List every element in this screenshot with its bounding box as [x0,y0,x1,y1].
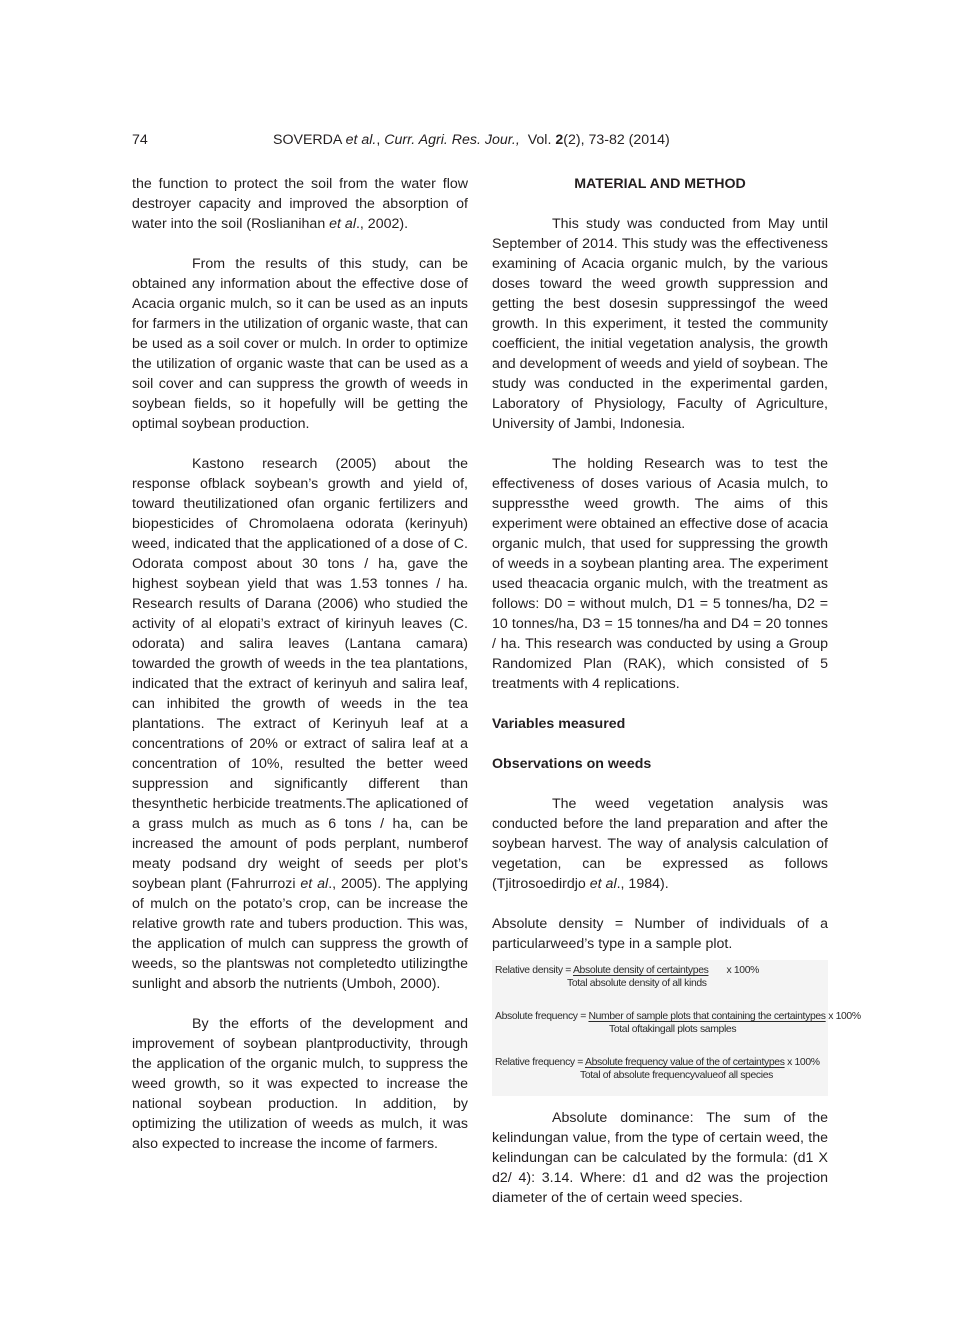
formula-numerator: Absolute density of certaintypes [572,965,709,976]
subheading-variables-measured: Variables measured [492,716,626,732]
page-number: 74 [132,132,148,148]
running-head [132,130,832,150]
paragraph-vegetation-analysis: The weed vegetation analysis was conducted before the land preparation and after the soybean harvest. The way of analysis calculation of vegetation, can be expressed as follows (Tjitrosoedirdjo et al., 1984). [492,796,828,892]
section-title-material-method: MATERIAL AND METHOD [574,176,746,192]
formula-factor: x 100% [825,1011,861,1022]
journal-name: Curr. Agri. Res. Jour., [384,132,520,148]
et-al: et al. [345,132,377,148]
paragraph-kastono-research: Kastono research (2005) about the response ofblack soybean’s growth and yield of, toward theutilizationed ofan organic fertilizers and biopesticides of Chromolaena odorata (kerinyuh) weed, indicated that the applicationed of a dose of C. Odorata compost about 30 tons / ha, gave the highest soybean yield that was 1.53 tonnes / ha. Research results of Darana (2006) who studied the activity of al elopati’s extract of kirinyuh leaves (C. odorata) and salira leaves (Lantana camara) towarded the growth of weeds in the tea plantations, indicated that the extract of kerinyuh and salira leaf, can inhibited the growth of weeds in the tea plantations. The extract of Kerinyuh leaf at a concentrations of 20% or extract of salira leaf at a concentration of 10%, resulted the better weed suppression and significantly different than thesynthetic herbicide treatments.The aplicationed of a grass mulch as much as 6 tons / ha, can be increased the amount of pods perplant, numberof meaty podsand dry weight of seeds per plot’s soybean plant (Fahrurrozi et al., 2005). The applying of mulch on the potato’s crop, can be increase the relative growth rate and tubers production. This was, the application of mulch can suppress the growth of weeds, so the plantswas not completedto utilizingthe sunlight and absorb the nutrients (Umboh, 2000). [132,456,468,992]
paragraph-continuation: the function to protect the soil from the water flow destroyer capacity and improved the absorption of water into the soil (Roslianihan et al., 2002). [132,176,468,232]
subheading-observations-on-weeds: Observations on weeds [492,756,652,772]
paragraph-research-aims: The holding Research was to test the effectiveness of doses various of Acasia mulch, to suppressthe weed growth. The aims of this experiment were obtained an effective dose of acacia organic mulch, that used for suppressing the growth of weeds in a soybean planting area. The experiment used theacacia organic mulch, with the treatment as follows: D0 = without mulch, D1 = 5 tonnes/ha, D2 = 10 tonnes/ha, D3 = 15 tonnes/ha and D4 = 20 tonnes / ha. This research was conducted by using a Group Randomized Plan (RAK), which consisted of 5 treatments with 4 replications. [492,456,828,692]
paragraph-study-period: This study was conducted from May until September of 2014. This study was the effectiveness examining of Acacia organic mulch, by the various doses toward the weed growth suppression and getting the best dosesin suppressingof the weed growth. In this experiment, it tested the community coefficient, the initial vegetation analysis, the growth and development of weeds and yield of soybean. The study was conducted in the experimental garden, Laboratory of Physiology, Faculty of Agriculture, University of Jambi, Indonesia. [492,216,828,432]
formula-numerator: Number of sample plots that containing the certaintypes [588,1011,826,1022]
paragraph-study-results: From the results of this study, can be obtained any information about the effective dose of Acacia organic mulch, so it can be used as an inputs for farmers in the utilization of organic waste, that can be used as a soil cover or mulch. In order to optimize the utilization of organic waste that can be used as a soil cover and can suppress the growth of weeds in soybean fields, so it hopefully will be getting the optimal soybean production. [132,256,468,432]
formula-factor: x 100% [784,1057,820,1068]
formula-denominator: Total absolute density of all kinds [567,978,707,989]
issue-pages-year: (2), 73-82 (2014) [563,132,670,148]
formula-absolute-frequency: Absolute frequency = Number of sample plots that containing the certaintypes x 100% Total oftakingall plots samples [495,1011,861,1035]
right-column [492,174,861,1208]
paragraph-absolute-dominance: Absolute dominance: The sum of the kelindungan value, from the type of certain weed, the kelindungan can be calculated by the formula: (d1 X d2/ 4): 3.14. Where: d1 and d2 was the projection diameter of the of certain weed species. [492,1110,828,1206]
volume-label: Vol. [527,132,552,148]
formula-relative-frequency: Relative frequency = Absolute frequency value of the of certaintypes x 100% Total of absolute frequencyvalueof all species [495,1057,820,1081]
authors: SOVERDA [273,132,342,148]
formula-numerator: Absolute frequency value of the of certaintypes [584,1057,785,1068]
formula-relative-density: Relative density = Absolute density of certaintypes x 100% Total absolute density of all kinds [495,965,760,989]
journal-citation: SOVERDA et al., Curr. Agri. Res. Jour., Vol. 2(2), 73-82 (2014) [273,132,670,148]
paragraph-development-efforts: By the efforts of the development and improvement of soybean plantproductivity, through the application of the organic mulch, to suppress the weed growth, so it was expected to increase the national soybean production. In addition, by optimizing the utilization of weeds as mulch, it was also expected to increase the income of farmers. [132,1016,468,1152]
formula-denominator: Total oftakingall plots samples [609,1024,737,1035]
formula-denominator: Total of absolute frequencyvalueof all species [580,1070,773,1081]
formula-image [492,960,861,1096]
left-column [132,174,468,1174]
formula-factor: x 100% [726,965,760,976]
volume-number: 2 [555,132,564,148]
paragraph-absolute-density: Absolute density = Number of individuals of a particularweed’s type in a sample plot. [492,916,828,952]
